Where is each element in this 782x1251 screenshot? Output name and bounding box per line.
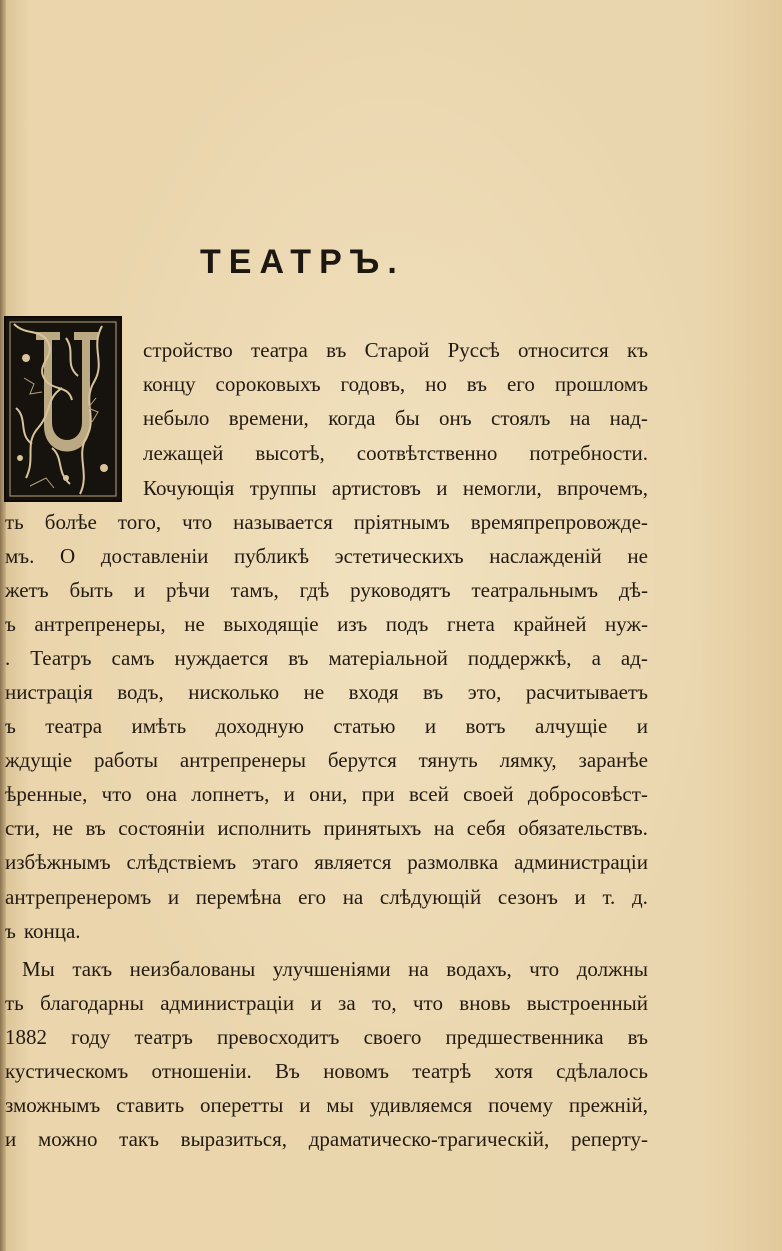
text-line: жетъ быть и рѣчи тамъ, гдѣ руководятъ театральнымъ дѣ- — [5, 578, 648, 602]
text-line: ть болѣе того, что называется пріятнымъ времяпрепровожде- — [5, 510, 648, 534]
chapter-title: ТЕАТРЪ. — [200, 243, 405, 281]
text-line: и можно такъ выразиться, драматическо-трагическій, реперту- — [5, 1127, 648, 1151]
text-line: ть благодарны администраціи и за то, что вновь выстроенный — [5, 991, 648, 1015]
text-line: ждущіе работы антрепренеры берутся тянуть лямку, заранѣе — [5, 748, 648, 772]
text-line: сти, не въ состояніи исполнить принятыхъ на себя обязательствъ. — [5, 816, 648, 840]
text-line: ѣренные, что она лопнетъ, и они, при всей своей добросовѣст- — [5, 782, 648, 806]
text-line: ъ конца. — [5, 919, 81, 943]
text-line: антрепренеромъ и перемѣна его на слѣдующій сезонъ и т. д. — [5, 885, 648, 909]
text-line: ъ театра имѣть доходную статью и вотъ алчущіе и — [5, 714, 648, 738]
text-line: стройство театра въ Старой Руссѣ относится къ — [143, 338, 648, 362]
ornate-letter-icon — [6, 318, 120, 500]
drop-cap-illustration — [4, 316, 122, 502]
text-line: кустическомъ отношеніи. Въ новомъ театрѣ хотя сдѣлалось — [5, 1059, 648, 1083]
text-line: Мы такъ неизбалованы улучшеніями на водахъ, что должны — [22, 957, 648, 981]
text-line: Кочующія труппы артистовъ и немогли, впрочемъ, — [143, 476, 648, 500]
text-line: концу сороковыхъ годовъ, но въ его прошломъ — [143, 372, 648, 396]
text-line: 1882 году театръ превосходитъ своего предшественника въ — [5, 1025, 648, 1049]
text-line: нистрація водъ, нисколько не входя въ это, расчитываетъ — [5, 680, 648, 704]
text-line: лежащей высотѣ, соотвѣтственно потребности. — [143, 441, 648, 465]
text-line: мъ. О доставленіи публикѣ эстетическихъ наслажденій не — [5, 544, 648, 568]
text-line: небыло времени, когда бы онъ стоялъ на над- — [143, 406, 648, 430]
text-line: избѣжнымъ слѣдствіемъ этаго является размолвка администраціи — [5, 850, 648, 874]
text-line: зможнымъ ставить оперетты и мы удивляемся почему прежній, — [5, 1093, 648, 1117]
text-line: ъ антрепренеры, не выходящіе изъ подъ гнета крайней нуж- — [5, 612, 648, 636]
text-line: . Театръ самъ нуждается въ матеріальной поддержкѣ, а ад- — [5, 646, 648, 670]
